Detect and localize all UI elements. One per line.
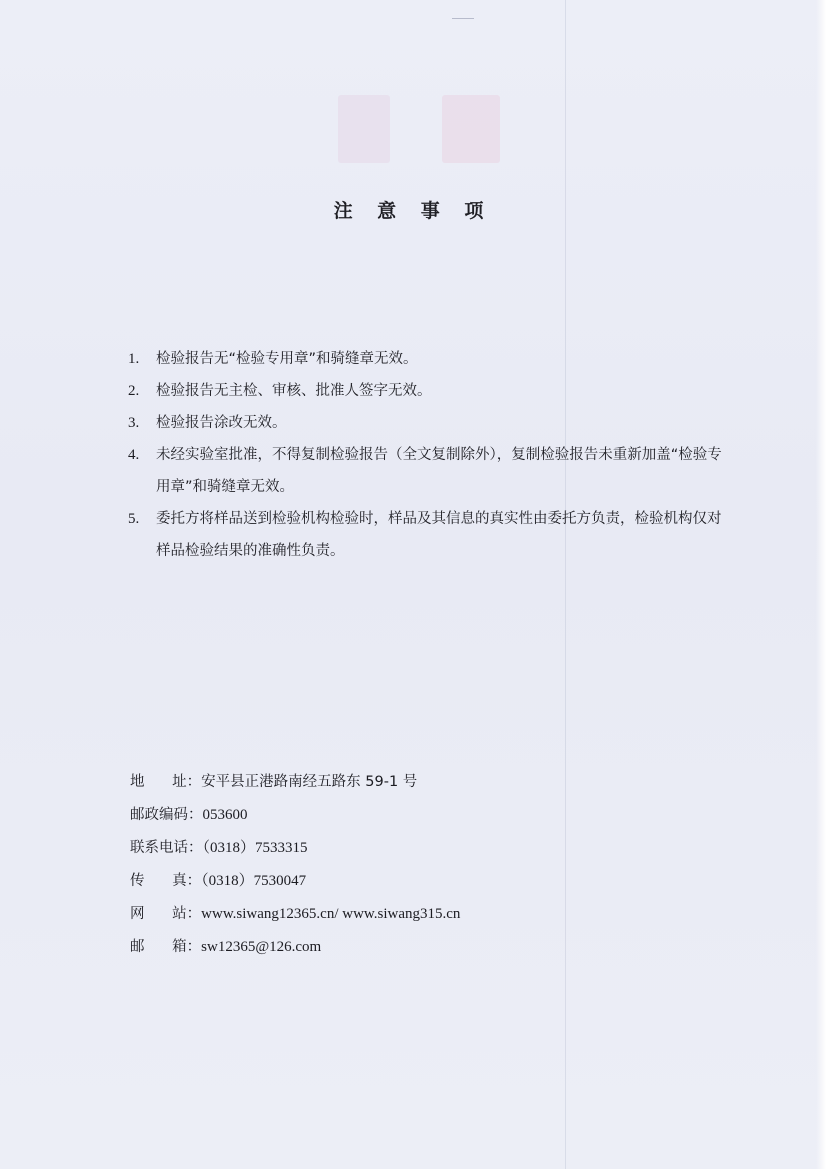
contact-fax bbox=[130, 865, 690, 898]
contact-value: 安平县正港路南经五路东 59-1 号 bbox=[201, 774, 418, 790]
contact-label: 传 真： bbox=[130, 873, 202, 889]
seal-bleed-left bbox=[338, 95, 390, 163]
note-item bbox=[128, 407, 728, 439]
note-number: 2. bbox=[128, 383, 140, 399]
note-text: 检验报告无主检、审核、批准人签字无效。 bbox=[156, 383, 432, 399]
contact-email bbox=[130, 931, 690, 964]
page-edge bbox=[816, 0, 826, 1169]
notes-list bbox=[128, 343, 728, 567]
note-number: 4. bbox=[128, 447, 140, 463]
contact-label: 邮 箱： bbox=[130, 939, 202, 955]
contact-value: 053600 bbox=[202, 807, 248, 823]
note-text: 检验报告无“检验专用章”和骑缝章无效。 bbox=[156, 351, 418, 367]
contact-website bbox=[130, 898, 690, 931]
note-number: 5. bbox=[128, 511, 140, 527]
contact-label: 网 站： bbox=[130, 906, 202, 922]
contact-label: 地 址： bbox=[130, 774, 202, 790]
page-title: 注 意 事 项 bbox=[333, 200, 493, 222]
top-mark bbox=[452, 18, 474, 19]
contact-value: （0318）7533315 bbox=[202, 840, 308, 856]
note-item bbox=[128, 439, 728, 503]
website-link: www.siwang12365.cn/ www.siwang315.cn bbox=[201, 906, 461, 922]
contact-label: 邮政编码： bbox=[130, 807, 203, 823]
contact-address bbox=[130, 766, 690, 799]
contact-value: （0318）7530047 bbox=[201, 873, 307, 889]
note-text: 检验报告涂改无效。 bbox=[156, 415, 287, 431]
contact-postcode bbox=[130, 799, 690, 832]
note-number: 1. bbox=[128, 351, 140, 367]
contact-phone bbox=[130, 832, 690, 865]
fold-line bbox=[565, 0, 566, 1169]
note-item bbox=[128, 343, 728, 375]
note-item bbox=[128, 375, 728, 407]
note-text: 未经实验室批准，不得复制检验报告（全文复制除外），复制检验报告未重新加盖“检验专用章”和骑缝章无效。 bbox=[156, 447, 722, 495]
seal-bleed-right bbox=[442, 95, 500, 163]
note-number: 3. bbox=[128, 415, 140, 431]
note-text: 委托方将样品送到检验机构检验时，样品及其信息的真实性由委托方负责，检验机构仅对样品检验结果的准确性负责。 bbox=[156, 511, 722, 559]
note-item bbox=[128, 503, 728, 567]
contact-label: 联系电话： bbox=[130, 840, 203, 856]
email-address: sw12365@126.com bbox=[201, 939, 322, 955]
contact-block bbox=[130, 766, 690, 964]
